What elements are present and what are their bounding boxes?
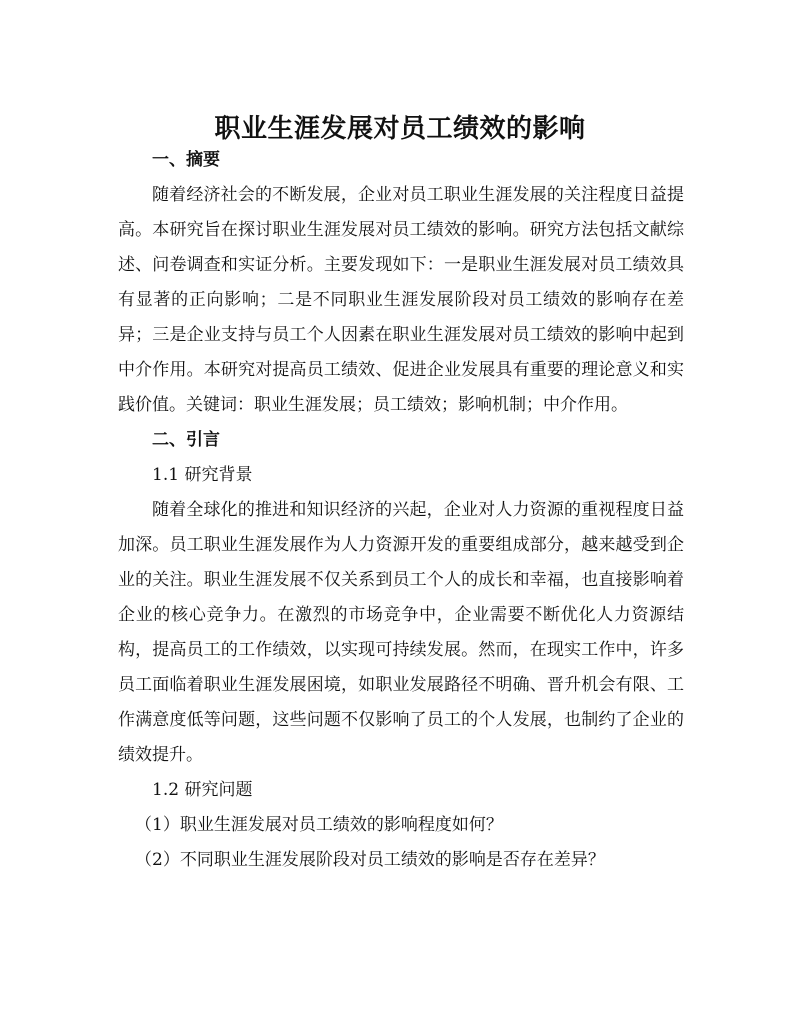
abstract-paragraph: 随着经济社会的不断发展，企业对员工职业生涯发展的关注程度日益提高。本研究旨在探讨职业生涯发展对员工绩效的影响。研究方法包括文献综述、问卷调查和实证分析。主要发现如下：一是职业生涯发展对员工绩效具有显著的正向影响；二是不同职业生涯发展阶段对员工绩效的影响存在差异；三是企业支持与员工个人因素在职业生涯发展对员工绩效的影响中起到中介作用。本研究对提高员工绩效、促进企业发展具有重要的理论意义和实践价值。关键词：职业生涯发展；员工绩效；影响机制；中介作用。 — [118, 185, 684, 415]
document-body — [118, 143, 684, 878]
intro-heading: 二、引言 — [152, 430, 220, 450]
research-background-paragraph: 随着全球化的推进和知识经济的兴起，企业对人力资源的重视程度日益加深。员工职业生涯发展作为人力资源开发的重要组成部分，越来越受到企业的关注。职业生涯发展不仅关系到员工个人的成长和幸福，也直接影响着企业的核心竞争力。在激烈的市场竞争中，企业需要不断优化人力资源结构，提高员工的工作绩效，以实现可持续发展。然而，在现实工作中，许多员工面临着职业生涯发展困境，如职业发展路径不明确、晋升机会有限、工作满意度低等问题，这些问题不仅影响了员工的个人发展，也制约了企业的绩效提升。 — [118, 500, 684, 765]
abstract-heading: 一、摘要 — [152, 150, 220, 170]
document-title: 职业生涯发展对员工绩效的影响 — [214, 114, 586, 145]
research-question-item: （1）职业生涯发展对员工绩效的影响程度如何？ — [135, 815, 503, 835]
research-background-heading: 1.1 研究背景 — [152, 465, 253, 485]
research-questions-heading: 1.2 研究问题 — [152, 780, 253, 800]
research-question-item: （2）不同职业生涯发展阶段对员工绩效的影响是否存在差异？ — [135, 850, 605, 870]
